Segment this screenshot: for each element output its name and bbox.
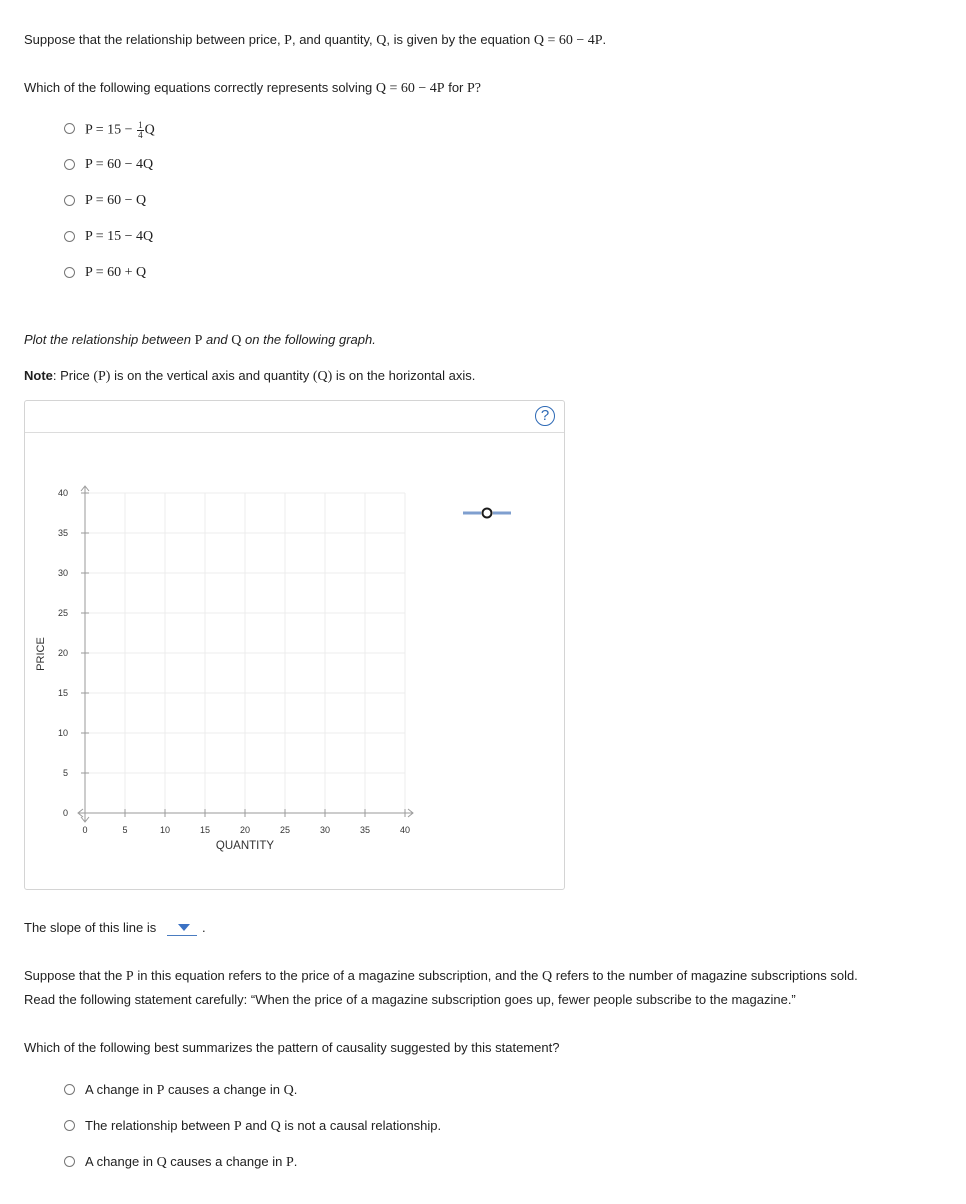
x-tick-label: 10 [159, 825, 171, 835]
y-tick-label: 35 [57, 528, 68, 538]
x-tick-label: 0 [82, 825, 88, 835]
y-tick-label: 20 [57, 648, 68, 658]
x-tick-label: 40 [399, 825, 411, 835]
option-2-label[interactable]: P = 60 − 4Q [85, 157, 154, 172]
option-5-label[interactable]: P = 60 + Q [85, 265, 147, 280]
y-tick-label: 40 [57, 488, 68, 498]
help-icon[interactable]: ? [535, 406, 555, 426]
y-tick-label: 25 [57, 608, 68, 618]
y-tick-label: 0 [62, 808, 68, 818]
radio-option-1[interactable] [64, 123, 75, 134]
radio-causality-3[interactable] [64, 1156, 75, 1167]
x-tick-label: 35 [359, 825, 371, 835]
radio-causality-1[interactable] [64, 1084, 75, 1095]
x-axis-label: QUANTITY [215, 840, 275, 852]
x-tick-label: 20 [239, 825, 251, 835]
y-tick-label: 10 [57, 728, 68, 738]
y-tick-label: 15 [57, 688, 68, 698]
option-3-label[interactable]: P = 60 − Q [85, 193, 147, 208]
fraction-one-quarter: $\frac{1}{4}$ [138, 120, 143, 140]
intro-text: Suppose that the relationship between price, P, and quantity, Q, is given by the equation Q = 60 − 4P. [24, 32, 607, 48]
x-tick-label: 5 [122, 825, 128, 835]
radio-option-3[interactable] [64, 195, 75, 206]
x-tick-label: 25 [279, 825, 291, 835]
chevron-down-icon [178, 924, 190, 931]
y-axis-label: PRICE [35, 637, 47, 671]
causality-option-3-label[interactable]: A change in Q causes a change in P. [85, 1154, 298, 1170]
question-text: Which of the following equations correctly represents solving Q = 60 − 4P for P? [24, 80, 481, 96]
option-1-label[interactable]: P = 15 − $\frac{1}{4}$ Q [85, 120, 155, 140]
causality-context-line1: Suppose that the P in this equation refers to the price of a magazine subscription, and the Q refers to the number of magazine subscriptions sold. [24, 968, 858, 984]
slope-period: . [202, 920, 206, 935]
radio-option-2[interactable] [64, 159, 75, 170]
radio-option-5[interactable] [64, 267, 75, 278]
y-tick-label: 30 [57, 568, 68, 578]
slope-text: The slope of this line is [24, 920, 157, 935]
radio-option-4[interactable] [64, 231, 75, 242]
causality-option-1-label[interactable]: A change in P causes a change in Q. [85, 1082, 298, 1098]
line-tool-handle-icon[interactable] [483, 509, 492, 518]
causality-context-line2: Read the following statement carefully: “When the price of a magazine subscription goes up, fewer people subscribe to the magazine.” [24, 992, 796, 1007]
causality-question: Which of the following best summarizes the pattern of causality suggested by this statement? [24, 1040, 560, 1055]
line-tool-palette[interactable] [463, 509, 511, 518]
x-tick-label: 15 [199, 825, 211, 835]
plot-instruction: Plot the relationship between P and Q on the following graph. [24, 332, 376, 348]
slope-dropdown[interactable] [167, 921, 197, 936]
x-tick-label: 30 [319, 825, 331, 835]
graph-panel [24, 400, 565, 890]
price-quantity-chart[interactable] [25, 401, 564, 889]
axis-note: Note: Price (P) is on the vertical axis and quantity (Q) is on the horizontal axis. [24, 368, 476, 384]
y-tick-label: 5 [62, 768, 68, 778]
option-4-label[interactable]: P = 15 − 4Q [85, 229, 154, 244]
radio-causality-2[interactable] [64, 1120, 75, 1131]
causality-option-2-label[interactable]: The relationship between P and Q is not a causal relationship. [85, 1118, 442, 1134]
